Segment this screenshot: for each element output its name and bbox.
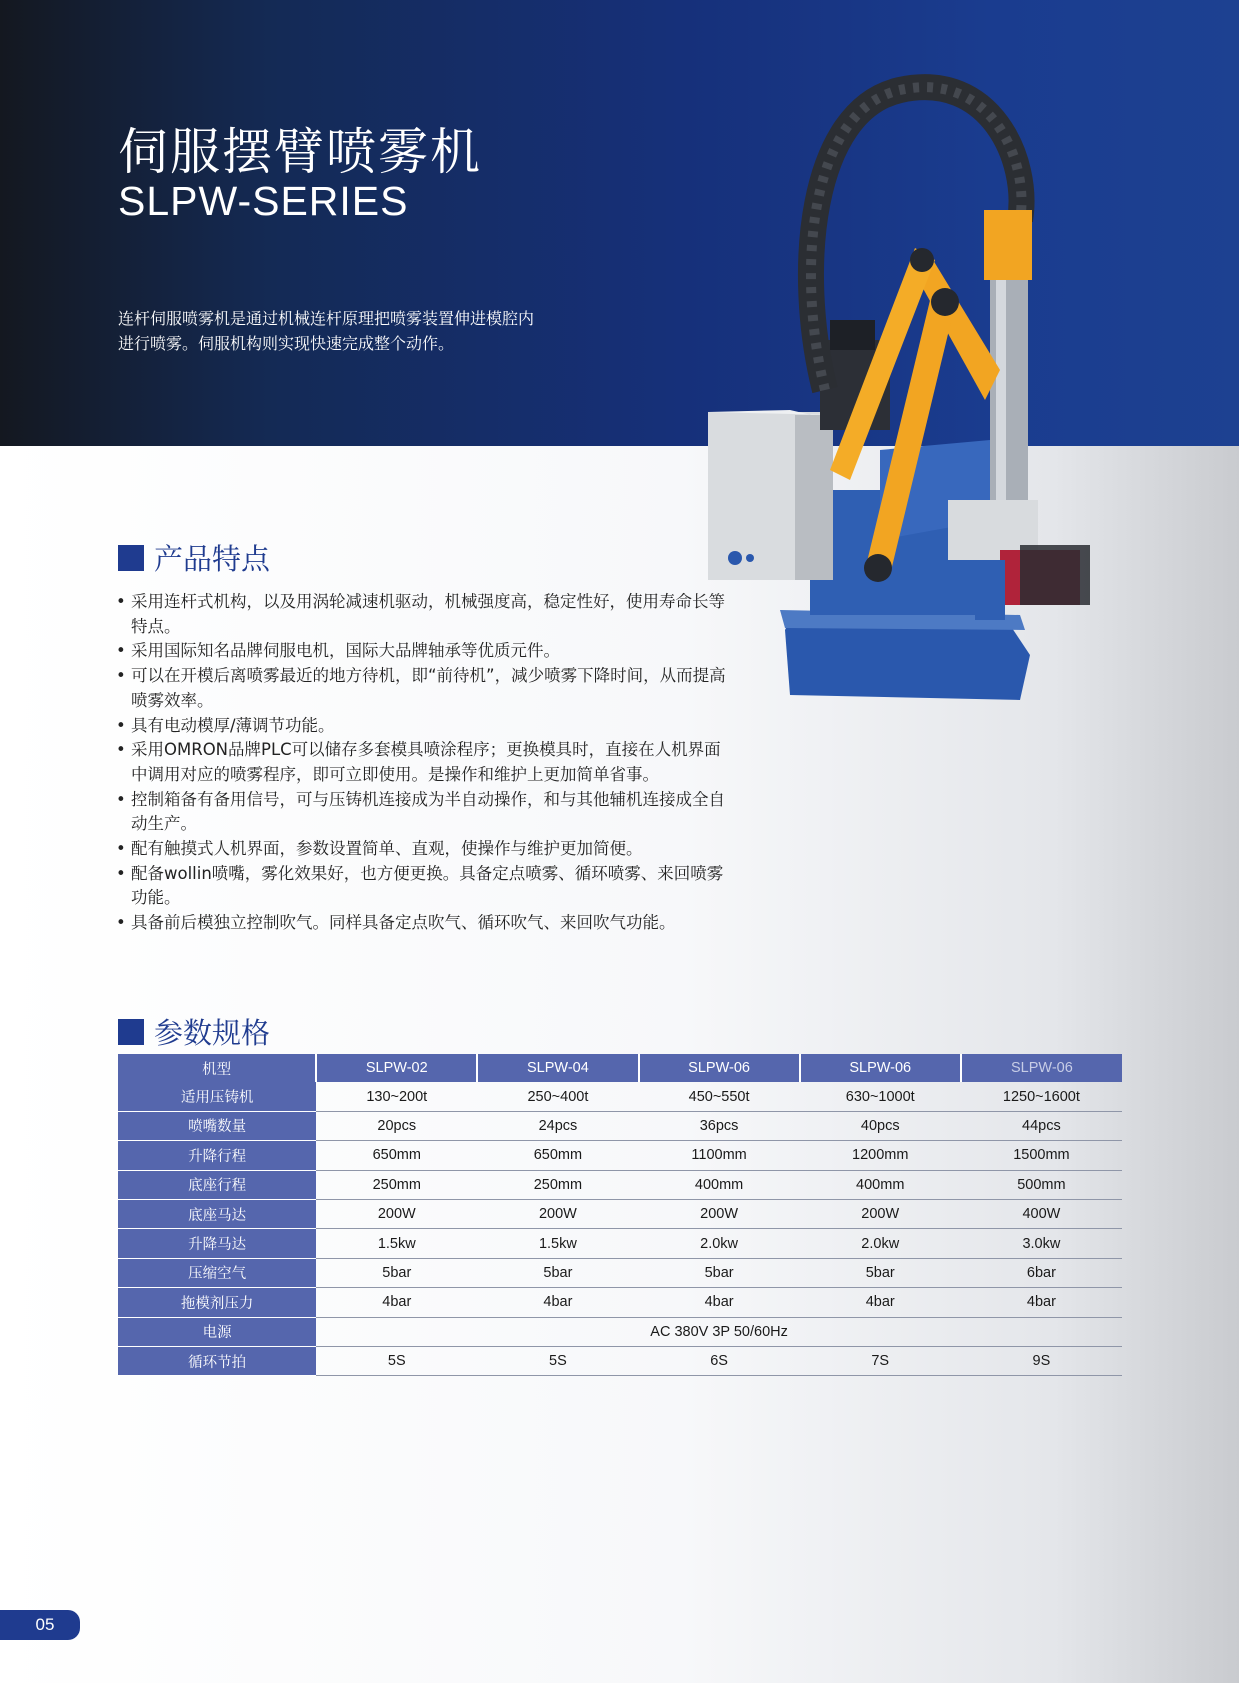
column-header: SLPW-04 — [477, 1054, 638, 1082]
table-cell: 3.0kw — [961, 1229, 1122, 1258]
table-cell: 200W — [316, 1199, 477, 1228]
list-item: • 采用连杆式机构，以及用涡轮减速机驱动，机械强度高，稳定性好，使用寿命长等特点。 — [116, 590, 731, 639]
table-cell: 4bar — [961, 1288, 1122, 1317]
table-row — [118, 1229, 1122, 1258]
column-header: SLPW-02 — [316, 1054, 477, 1082]
table-cell: 200W — [639, 1199, 800, 1228]
page-number: 05 — [0, 1610, 80, 1640]
table-cell: 200W — [477, 1199, 638, 1228]
table-cell: 1250~1600t — [961, 1082, 1122, 1111]
table-cell: 5bar — [639, 1258, 800, 1287]
table-row — [118, 1199, 1122, 1228]
table-cell: 2.0kw — [800, 1229, 961, 1258]
table-cell: 650mm — [316, 1141, 477, 1170]
column-header: SLPW-06 — [639, 1054, 800, 1082]
row-label: 压缩空气 — [118, 1258, 316, 1287]
table-cell: 24pcs — [477, 1111, 638, 1140]
row-label: 升降马达 — [118, 1229, 316, 1258]
list-item: • 可以在开模后离喷雾最近的地方待机，即“前待机”，减少喷雾下降时间，从而提高喷雾效率。 — [116, 664, 731, 713]
table-cell: 5bar — [316, 1258, 477, 1287]
column-header: SLPW-06 — [800, 1054, 961, 1082]
table-cell: 630~1000t — [800, 1082, 961, 1111]
features-heading — [118, 537, 270, 578]
list-item: • 具有电动模厚/薄调节功能。 — [116, 714, 731, 739]
row-label: 拖模剂压力 — [118, 1288, 316, 1317]
list-item: • 控制箱备有备用信号，可与压铸机连接成为半自动操作，和与其他辅机连接成全自动生产。 — [116, 788, 731, 837]
intro-text: 连杆伺服喷雾机是通过机械连杆原理把喷雾装置伸进模腔内进行喷雾。伺服机构则实现快速完成整个动作。 — [118, 309, 535, 353]
table-cell: 5bar — [477, 1258, 638, 1287]
heading-square-icon — [118, 545, 144, 571]
specs-heading-label: 参数规格 — [154, 1016, 271, 1050]
table-cell: 36pcs — [639, 1111, 800, 1140]
table-cell: 5S — [316, 1346, 477, 1375]
table-cell: 9S — [961, 1346, 1122, 1375]
table-cell: 250mm — [477, 1170, 638, 1199]
table-cell: 500mm — [961, 1170, 1122, 1199]
table-cell: 6bar — [961, 1258, 1122, 1287]
list-item: • 具备前后模独立控制吹气。同样具备定点吹气、循环吹气、来回吹气功能。 — [116, 911, 731, 936]
table-row — [118, 1317, 1122, 1346]
series-name: SLPW-SERIES — [118, 178, 409, 224]
table-cell: AC 380V 3P 50/60Hz — [316, 1317, 1122, 1346]
row-label: 底座马达 — [118, 1199, 316, 1228]
table-cell: 4bar — [477, 1288, 638, 1317]
table-cell: 650mm — [477, 1141, 638, 1170]
table-header-row — [118, 1054, 1122, 1082]
table-cell: 4bar — [800, 1288, 961, 1317]
table-row — [118, 1346, 1122, 1375]
table-cell: 7S — [800, 1346, 961, 1375]
table-cell: 450~550t — [639, 1082, 800, 1111]
table-cell: 1.5kw — [477, 1229, 638, 1258]
row-label: 电源 — [118, 1317, 316, 1346]
table-row — [118, 1288, 1122, 1317]
table-cell: 5S — [477, 1346, 638, 1375]
table-cell: 44pcs — [961, 1111, 1122, 1140]
row-label: 适用压铸机 — [118, 1082, 316, 1111]
table-cell: 1100mm — [639, 1141, 800, 1170]
table-cell: 4bar — [316, 1288, 477, 1317]
table-cell: 1200mm — [800, 1141, 961, 1170]
table-cell: 40pcs — [800, 1111, 961, 1140]
features-heading-label: 产品特点 — [154, 542, 271, 576]
table-cell: 4bar — [639, 1288, 800, 1317]
feature-list — [116, 590, 731, 936]
table-cell: 20pcs — [316, 1111, 477, 1140]
table-cell: 2.0kw — [639, 1229, 800, 1258]
list-item: • 采用国际知名品牌伺服电机，国际大品牌轴承等优质元件。 — [116, 639, 731, 664]
row-label: 升降行程 — [118, 1141, 316, 1170]
row-label: 底座行程 — [118, 1170, 316, 1199]
table-cell: 1.5kw — [316, 1229, 477, 1258]
table-cell: 200W — [800, 1199, 961, 1228]
list-item: • 配备wollin喷嘴，雾化效果好，也方便更换。具备定点喷雾、循环喷雾、来回喷雾功能。 — [116, 862, 731, 911]
table-row — [118, 1258, 1122, 1287]
table-row — [118, 1082, 1122, 1111]
spec-table — [118, 1054, 1122, 1376]
row-label: 循环节拍 — [118, 1346, 316, 1375]
table-cell: 1500mm — [961, 1141, 1122, 1170]
page-title: 伺服摆臂喷雾机 — [118, 123, 482, 181]
table-cell: 250~400t — [477, 1082, 638, 1111]
table-row — [118, 1170, 1122, 1199]
column-header: SLPW-06 — [961, 1054, 1122, 1082]
specs-heading — [118, 1011, 270, 1052]
heading-square-icon — [118, 1019, 144, 1045]
row-label: 喷嘴数量 — [118, 1111, 316, 1140]
list-item: • 配有触摸式人机界面，参数设置简单、直观，使操作与维护更加简便。 — [116, 837, 731, 862]
table-cell: 250mm — [316, 1170, 477, 1199]
spray-machine-image — [700, 70, 1120, 710]
table-cell: 6S — [639, 1346, 800, 1375]
list-item: • 采用OMRON品牌PLC可以储存多套模具喷涂程序；更换模具时，直接在人机界面中调用对应的喷雾程序，即可立即使用。是操作和维护上更加简单省事。 — [116, 738, 731, 787]
table-cell: 130~200t — [316, 1082, 477, 1111]
table-cell: 400mm — [639, 1170, 800, 1199]
column-header: 机型 — [118, 1054, 316, 1082]
table-cell: 400W — [961, 1199, 1122, 1228]
table-row — [118, 1141, 1122, 1170]
table-cell: 5bar — [800, 1258, 961, 1287]
table-row — [118, 1111, 1122, 1140]
table-cell: 400mm — [800, 1170, 961, 1199]
